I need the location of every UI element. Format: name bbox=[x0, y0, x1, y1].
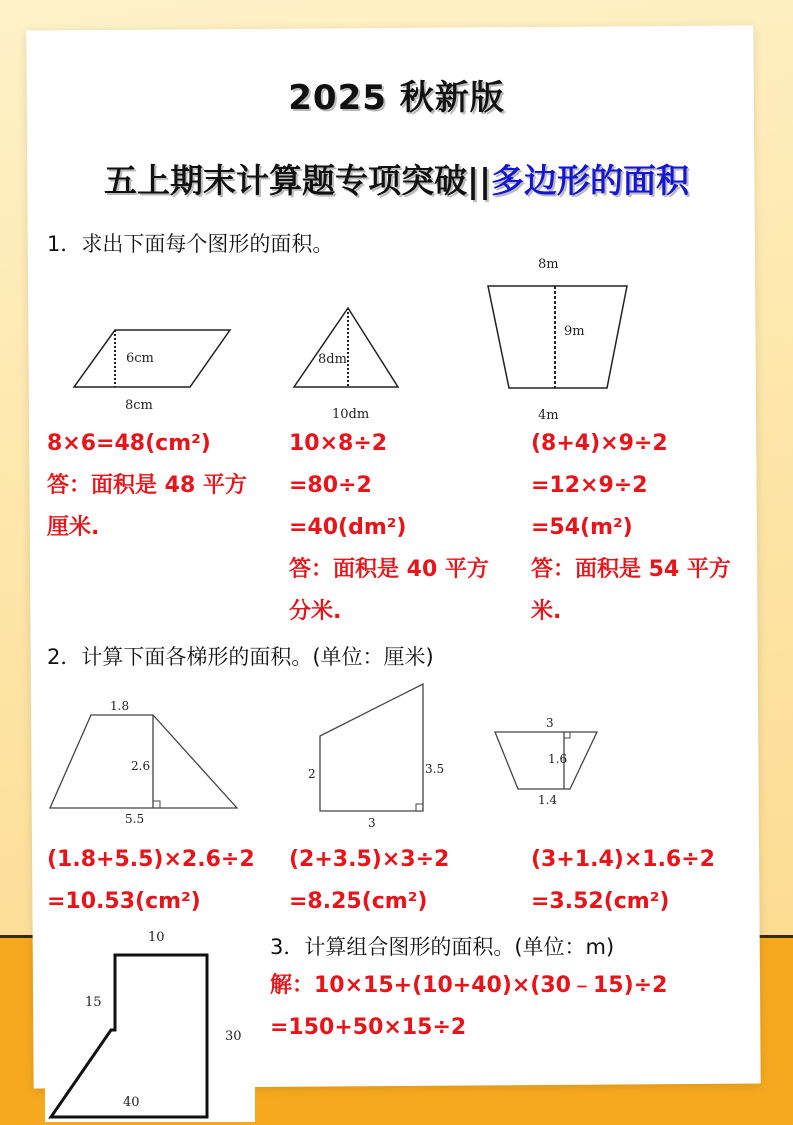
trapezoid-height-label: 9m bbox=[564, 324, 585, 339]
subtitle-main: 五上期末计算题专项突破|| bbox=[103, 161, 492, 200]
composite-figure bbox=[45, 925, 255, 1122]
trap2-left-label: 2 bbox=[308, 767, 316, 781]
answer-1-1: 8×6=48(cm²) 答：面积是 48 平方 厘米. bbox=[47, 431, 247, 540]
trap2-right-label: 3.5 bbox=[425, 762, 445, 776]
answer-2-1: (1.8+5.5)×2.6÷2 =10.53(cm²) bbox=[47, 847, 255, 914]
answer-3: 解：10×15+(10+40)×(30﹣15)÷2 =150+50×15÷2 bbox=[270, 973, 668, 1040]
parallelogram-height-label: 6cm bbox=[126, 351, 154, 366]
trap1-height-label: 2.6 bbox=[131, 759, 151, 773]
trap1-top-label: 1.8 bbox=[110, 699, 130, 713]
page-title: 2025 秋新版 bbox=[288, 78, 505, 118]
trapezoid-top-label: 8m bbox=[538, 257, 559, 272]
trap2-bottom-label: 3 bbox=[368, 816, 376, 830]
trap3-height-label: 1.6 bbox=[548, 752, 568, 766]
subtitle-highlight: 多边形的面积 bbox=[491, 161, 690, 200]
composite-right-label: 30 bbox=[225, 1029, 242, 1044]
question-2: 2．计算下面各梯形的面积。(单位：厘米) bbox=[47, 645, 434, 669]
right-trapezoid-figure-2 bbox=[300, 678, 450, 833]
trapezoid-figure-2 bbox=[490, 712, 610, 812]
answer-2-3: (3+1.4)×1.6÷2 =3.52(cm²) bbox=[531, 847, 715, 914]
composite-left-label: 15 bbox=[85, 995, 102, 1010]
page-subtitle bbox=[0, 155, 793, 202]
trap1-bottom-label: 5.5 bbox=[125, 812, 145, 826]
triangle-figure bbox=[285, 300, 415, 425]
answer-1-2: 10×8÷2 =80÷2 =40(dm²) 答：面积是 40 平方 分米. bbox=[289, 431, 489, 624]
trap3-top-label: 3 bbox=[546, 716, 554, 730]
answer-2-2: (2+3.5)×3÷2 =8.25(cm²) bbox=[289, 847, 450, 914]
composite-bottom-label: 40 bbox=[123, 1095, 140, 1110]
trapezoid-bottom-label: 4m bbox=[538, 408, 559, 423]
right-trapezoid-figure-1 bbox=[45, 690, 245, 830]
composite-top-label: 10 bbox=[148, 930, 165, 945]
question-3: 3．计算组合图形的面积。(单位：m) bbox=[270, 935, 615, 959]
question-1: 1．求出下面每个图形的面积。 bbox=[47, 232, 334, 256]
parallelogram-figure bbox=[60, 310, 240, 415]
triangle-height-label: 8dm bbox=[318, 352, 347, 367]
trap3-bottom-label: 1.4 bbox=[538, 793, 558, 807]
answer-1-3: (8+4)×9÷2 =12×9÷2 =54(m²) 答：面积是 54 平方 米. bbox=[531, 431, 731, 624]
trapezoid-figure bbox=[480, 255, 640, 425]
triangle-base-label: 10dm bbox=[332, 407, 370, 422]
parallelogram-base-label: 8cm bbox=[125, 398, 153, 413]
